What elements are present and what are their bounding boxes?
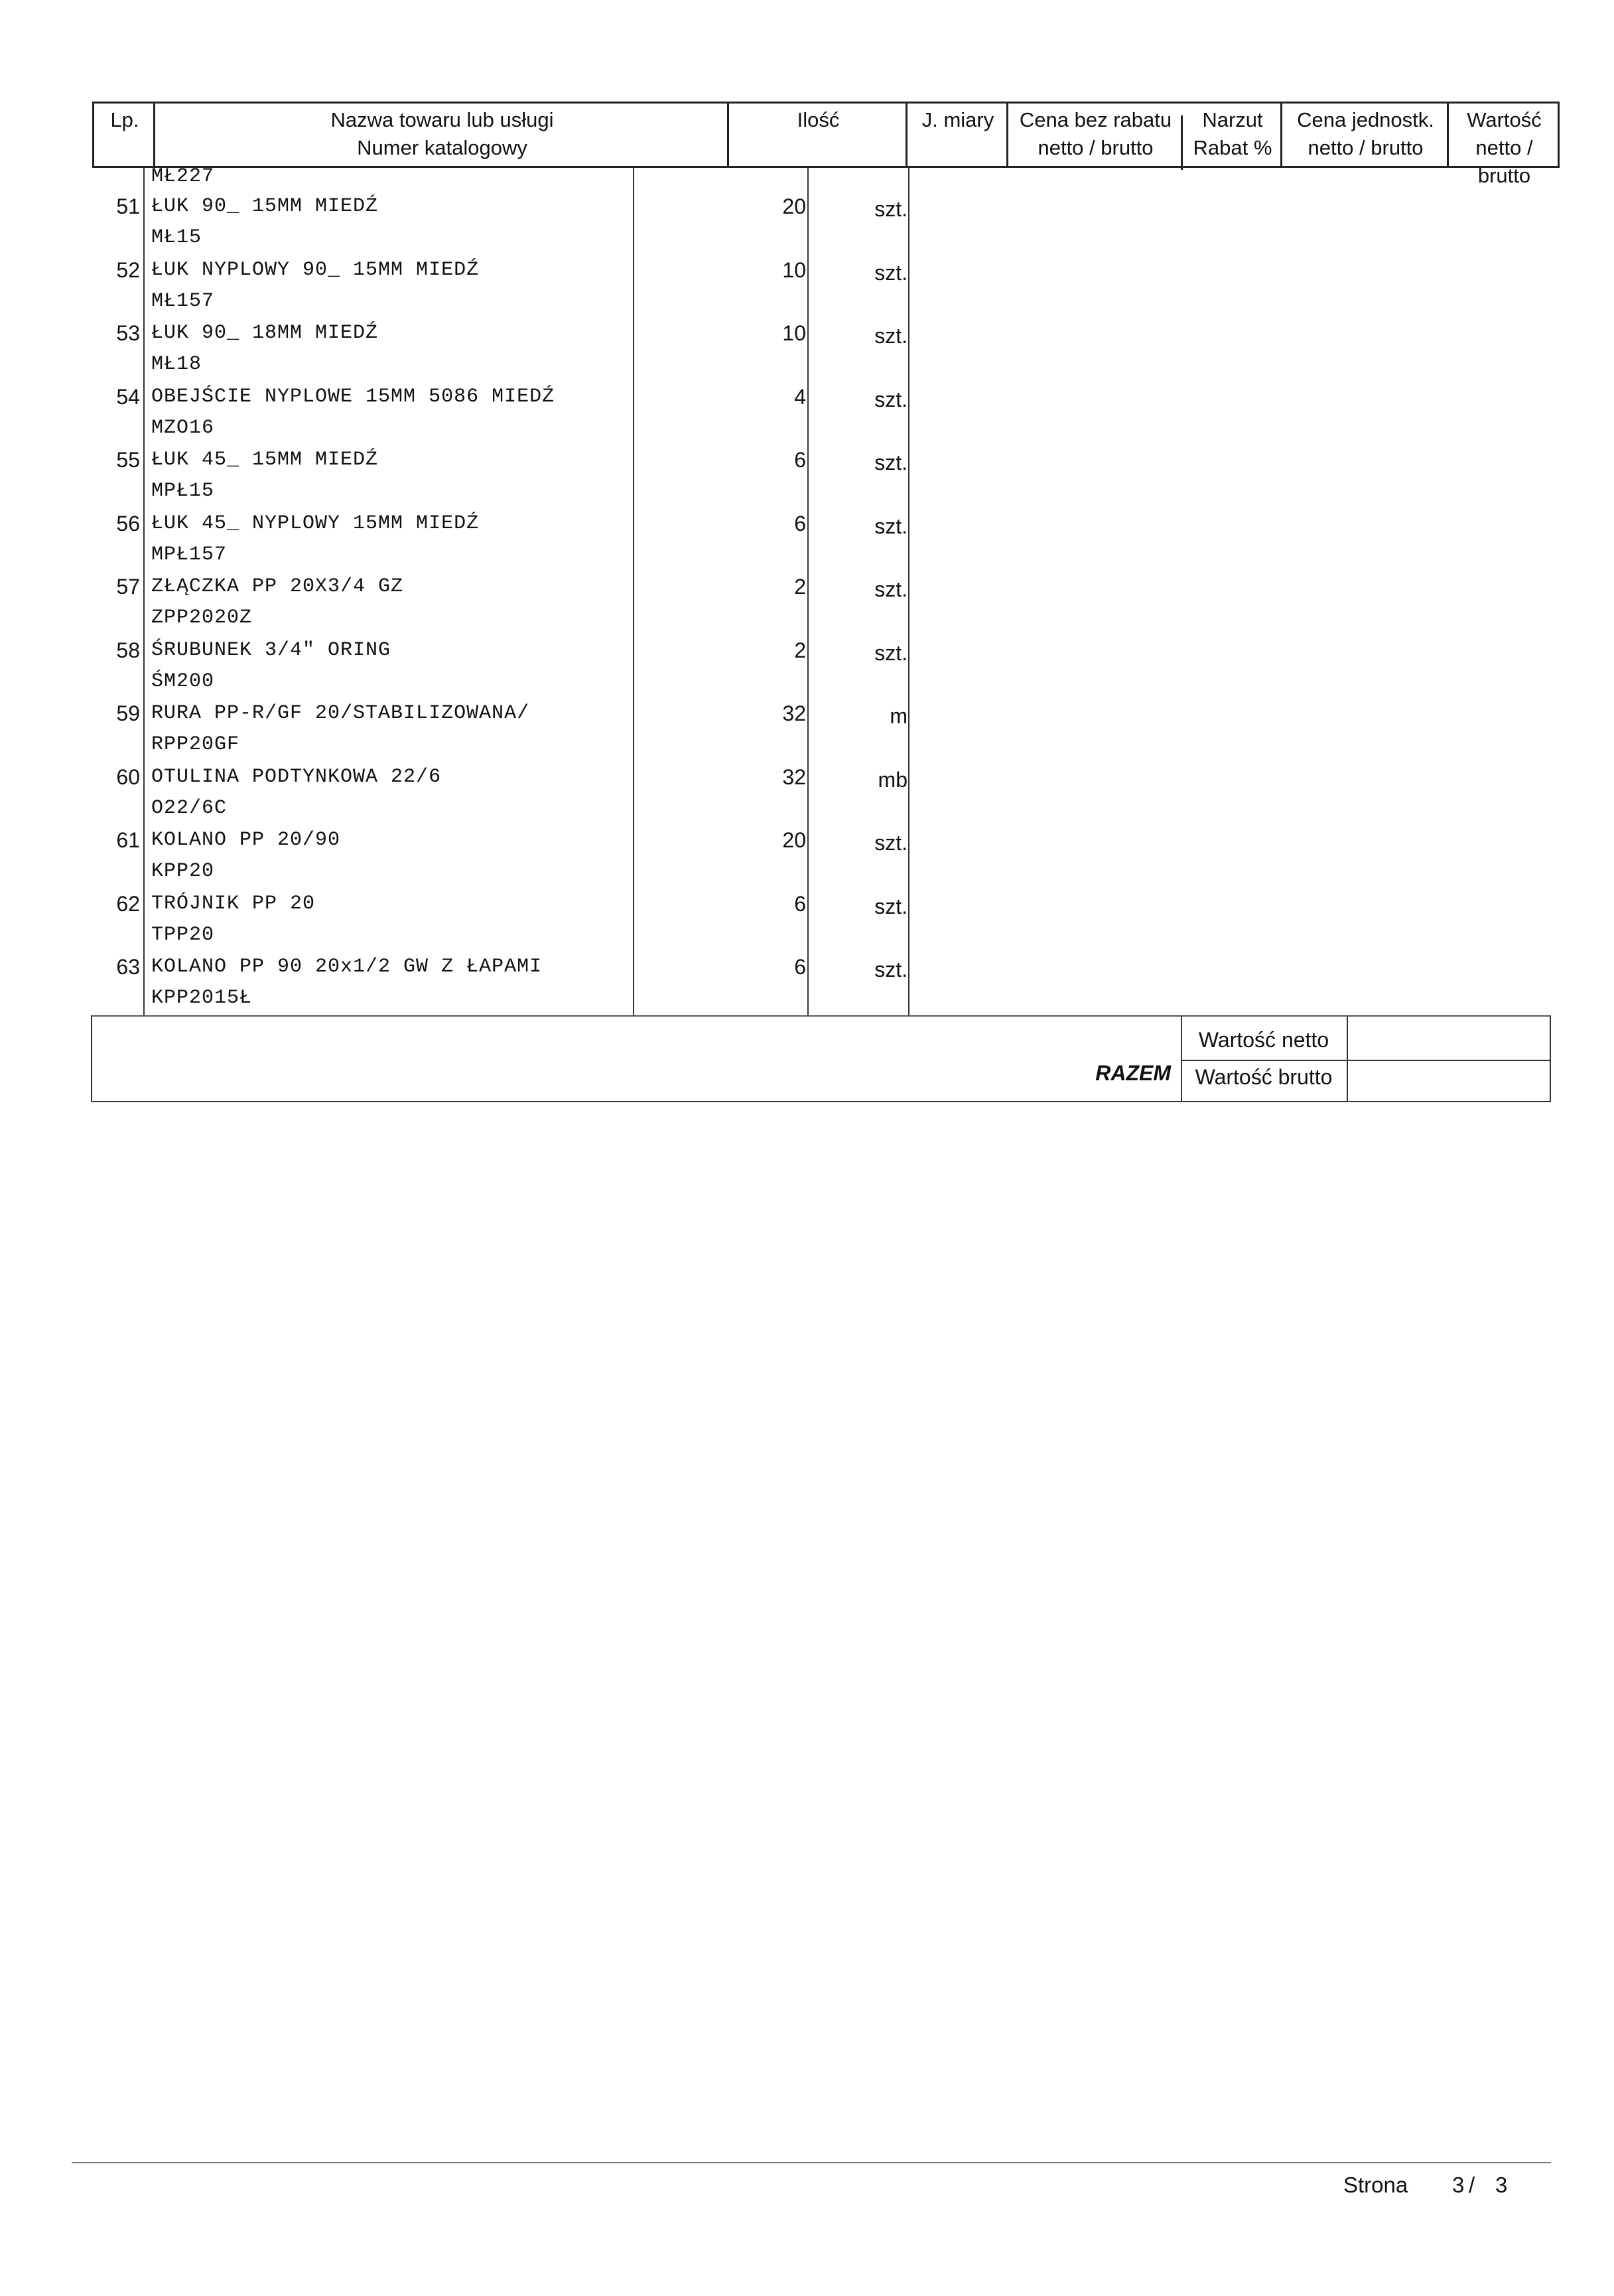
- row-code: TPP20: [151, 924, 215, 946]
- row-code: ZPP2020Z: [151, 607, 253, 629]
- razem-label: RAZEM: [1095, 1061, 1171, 1085]
- row-code: KPP2015Ł: [151, 987, 253, 1009]
- row-lp: 52: [116, 258, 140, 282]
- row-name: ŚRUBUNEK 3/4" ORING: [151, 639, 391, 662]
- footer-divider: [72, 2162, 1551, 2163]
- row-code: MŁ157: [151, 290, 215, 313]
- total-gross-label: Wartość brutto: [1195, 1065, 1333, 1089]
- row-code: RPP20GF: [151, 733, 240, 756]
- row-lp: 58: [116, 638, 140, 662]
- page-total: 3: [1495, 2173, 1508, 2197]
- column-divider-unit: [908, 168, 909, 1015]
- page-current: 3: [1452, 2173, 1465, 2197]
- row-qty: 6: [794, 512, 806, 536]
- header-unit: [908, 104, 1008, 166]
- row-name: ŁUK NYPLOWY 90_ 15MM MIEDŹ: [151, 259, 480, 281]
- row-lp: 56: [116, 512, 140, 536]
- row-unit: szt.: [874, 324, 908, 348]
- header-divider: [1280, 104, 1282, 166]
- row-lp: 54: [116, 385, 140, 409]
- header-markup-sub: Rabat %: [1193, 136, 1272, 159]
- row-qty: 32: [782, 765, 806, 789]
- row-name: KOLANO PP 20/90: [151, 829, 341, 851]
- header-price-label: Cena bez rabatu: [1019, 108, 1172, 131]
- carry-code: MŁ227: [151, 165, 215, 188]
- header-lp: [94, 104, 155, 166]
- row-code: MPŁ15: [151, 480, 215, 502]
- row-lp: 51: [116, 194, 140, 218]
- row-name: RURA PP-R/GF 20/STABILIZOWANA/: [151, 702, 530, 725]
- row-code: MŁ15: [151, 226, 202, 249]
- row-qty: 32: [782, 701, 806, 725]
- row-name: KOLANO PP 90 20x1/2 GW Z ŁAPAMI: [151, 956, 543, 978]
- row-unit: szt.: [874, 514, 908, 538]
- header-markup: [1183, 104, 1282, 166]
- header-price-sub: netto / brutto: [1038, 136, 1154, 159]
- column-divider-qty: [807, 168, 809, 1015]
- row-qty: 6: [794, 448, 806, 472]
- row-qty: 2: [794, 638, 806, 662]
- row-unit: szt.: [874, 958, 908, 981]
- row-qty: 20: [782, 828, 806, 852]
- row-lp: 60: [116, 765, 140, 789]
- row-name: ŁUK 45_ NYPLOWY 15MM MIEDŹ: [151, 512, 480, 535]
- row-unit: szt.: [874, 261, 908, 285]
- header-qty-label: Ilość: [797, 108, 840, 131]
- header-lp-label: Lp.: [110, 108, 139, 131]
- row-lp: 59: [116, 701, 140, 725]
- header-divider: [1181, 115, 1183, 170]
- header-unit-price-sub: netto / brutto: [1308, 136, 1424, 159]
- row-name: ZŁĄCZKA PP 20X3/4 GZ: [151, 575, 404, 598]
- row-unit: szt.: [874, 577, 908, 601]
- row-qty: 4: [794, 385, 806, 409]
- row-unit: szt.: [874, 641, 908, 665]
- row-lp: 63: [116, 955, 140, 979]
- header-divider: [153, 104, 155, 166]
- total-net-label: Wartość netto: [1198, 1028, 1329, 1052]
- header-divider: [727, 104, 729, 166]
- row-code: O22/6C: [151, 797, 228, 820]
- row-code: MZO16: [151, 417, 215, 439]
- header-value: [1449, 104, 1560, 187]
- row-name: ŁUK 90_ 18MM MIEDŹ: [151, 322, 379, 344]
- header-value-label: Wartość: [1467, 108, 1542, 131]
- header-unit-price-label: Cena jednostk.: [1297, 108, 1434, 131]
- header-value-sub: netto / brutto: [1475, 136, 1533, 187]
- page-separator: /: [1469, 2173, 1475, 2197]
- page-label: Strona: [1343, 2173, 1408, 2197]
- header-unit-price: [1282, 104, 1449, 166]
- header-divider: [906, 104, 908, 166]
- row-unit: szt.: [874, 831, 908, 855]
- column-divider-lp: [143, 168, 145, 1015]
- header-catalog-label: Numer katalogowy: [357, 136, 527, 159]
- row-lp: 62: [116, 892, 140, 916]
- row-lp: 55: [116, 448, 140, 472]
- row-code: ŚM200: [151, 670, 215, 693]
- row-unit: m: [890, 704, 908, 728]
- header-divider: [1006, 104, 1008, 166]
- row-lp: 61: [116, 828, 140, 852]
- row-unit: mb: [878, 768, 908, 792]
- row-name: OBEJŚCIE NYPLOWE 15MM 5086 MIEDŹ: [151, 386, 555, 408]
- row-qty: 6: [794, 955, 806, 979]
- totals-divider: [1347, 1017, 1348, 1101]
- header-markup-label: Narzut: [1202, 108, 1263, 131]
- row-code: MPŁ157: [151, 543, 228, 566]
- row-name: OTULINA PODTYNKOWA 22/6: [151, 766, 442, 788]
- row-lp: 57: [116, 575, 140, 599]
- row-name: TRÓJNIK PP 20: [151, 893, 316, 915]
- row-unit: szt.: [874, 388, 908, 411]
- header-unit-label: J. miary: [921, 108, 994, 131]
- row-qty: 10: [782, 321, 806, 345]
- header-name: [155, 104, 729, 166]
- totals-divider: [1181, 1060, 1550, 1061]
- row-qty: 20: [782, 194, 806, 218]
- row-qty: 6: [794, 892, 806, 916]
- row-code: KPP20: [151, 860, 215, 883]
- row-unit: szt.: [874, 895, 908, 918]
- row-qty: 10: [782, 258, 806, 282]
- row-name: ŁUK 90_ 15MM MIEDŹ: [151, 195, 379, 218]
- header-price: [1008, 104, 1183, 166]
- header-qty: [729, 104, 908, 166]
- row-name: ŁUK 45_ 15MM MIEDŹ: [151, 449, 379, 471]
- row-lp: 53: [116, 321, 140, 345]
- header-divider: [1447, 104, 1449, 166]
- row-code: MŁ18: [151, 353, 202, 376]
- row-unit: szt.: [874, 197, 908, 221]
- column-divider-name: [633, 168, 634, 1015]
- row-qty: 2: [794, 575, 806, 599]
- header-name-label: Nazwa towaru lub usługi: [330, 108, 554, 131]
- row-unit: szt.: [874, 451, 908, 474]
